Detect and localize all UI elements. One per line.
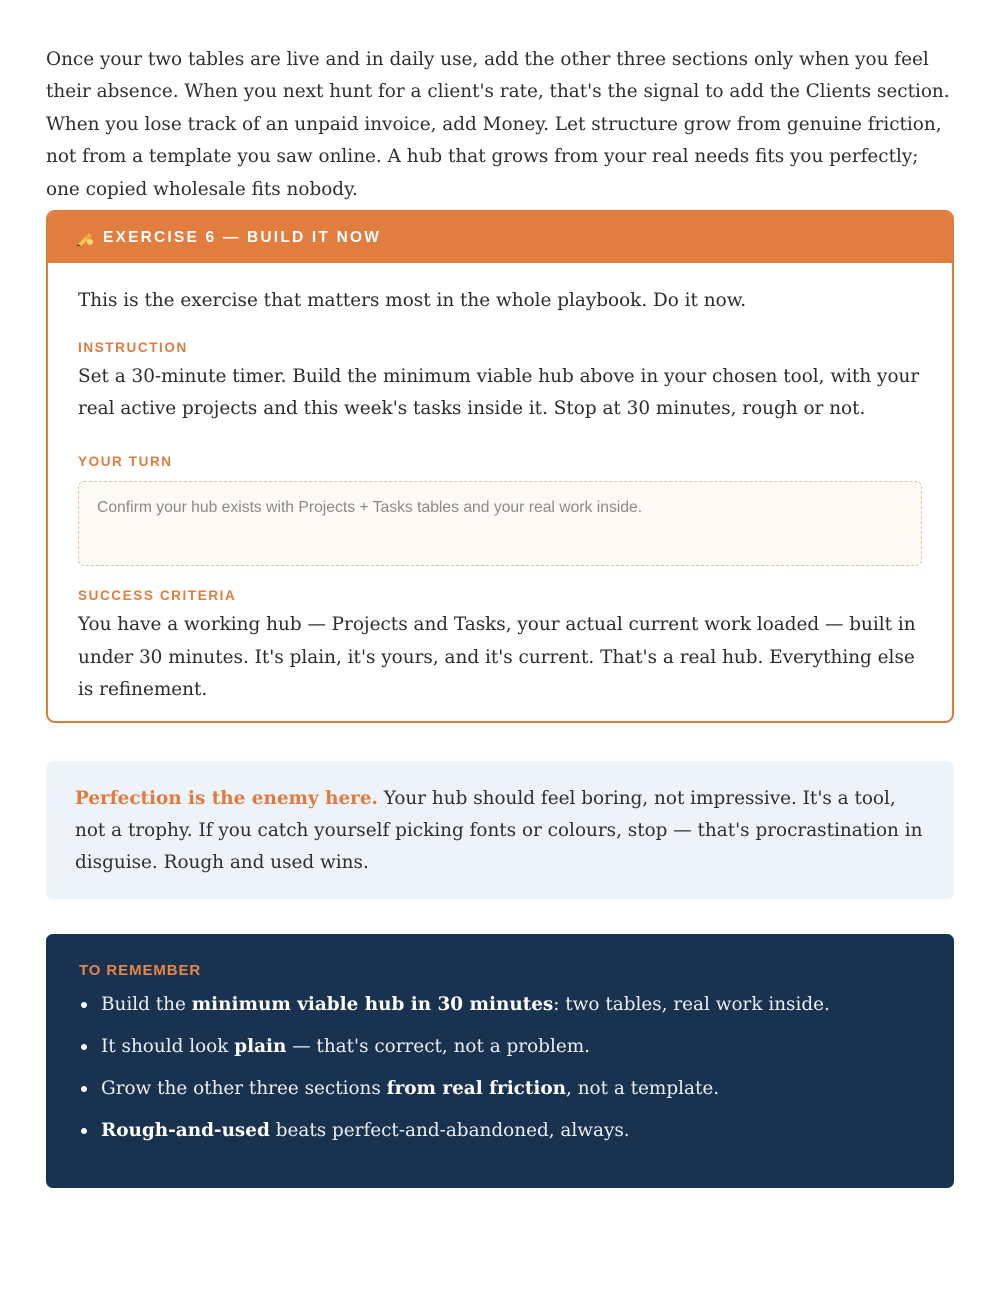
exercise-body: [48, 263, 952, 706]
exercise-lead: This is the exercise that matters most in the whole playbook. Do it now.: [78, 290, 747, 311]
your-turn-label: YOUR TURN: [78, 454, 173, 470]
list-item: Rough-and-used beats perfect-and-abandoned, always.: [101, 1115, 921, 1147]
callout-text: Your hub should feel boring, not impressive. It's a tool, not a trophy. If you catch yourself picking fonts or colours, stop — that's procrastination in disguise. Rough and used wins.: [75, 788, 923, 873]
list-item: Build the minimum viable hub in 30 minutes: two tables, real work inside.: [101, 989, 921, 1021]
remember-list: [79, 989, 921, 1147]
to-remember-label: TO REMEMBER: [79, 962, 202, 979]
answer-placeholder: Confirm your hub exists with Projects + Tasks tables and your real work inside.: [97, 499, 643, 517]
exercise-card: [46, 210, 954, 723]
instruction-label: INSTRUCTION: [78, 340, 188, 355]
list-item: Grow the other three sections from real friction, not a template.: [101, 1073, 921, 1105]
callout-lead: Perfection is the enemy here.: [75, 788, 378, 809]
exercise-header: [48, 212, 952, 263]
exercise-title: EXERCISE 6 — BUILD IT NOW: [103, 228, 382, 246]
tip-callout: [46, 761, 954, 899]
writing-hand-icon: [76, 231, 94, 247]
to-remember-box: [46, 934, 954, 1188]
answer-input[interactable]: [78, 481, 922, 566]
list-item: It should look plain — that's correct, not a problem.: [101, 1031, 921, 1063]
intro-paragraph: Once your two tables are live and in daily use, add the other three sections only when you feel their absence. When you next hunt for a client's rate, that's the signal to add the Clients section. When you lose track of an unpaid invoice, add Money. Let structure grow from genuine friction, not from a template you saw online. A hub that grows from your real needs fits you perfectly; one copied wholesale fits nobody.: [46, 49, 950, 200]
instruction-text: Set a 30-minute timer. Build the minimum viable hub above in your chosen tool, with your real active projects and this week's tasks inside it. Stop at 30 minutes, rough or not.: [78, 366, 920, 420]
success-criteria-text: You have a working hub — Projects and Tasks, your actual current work loaded — built in under 30 minutes. It's plain, it's yours, and it's current. That's a real hub. Everything else is refinement.: [78, 614, 916, 700]
success-criteria-label: SUCCESS CRITERIA: [78, 588, 237, 604]
